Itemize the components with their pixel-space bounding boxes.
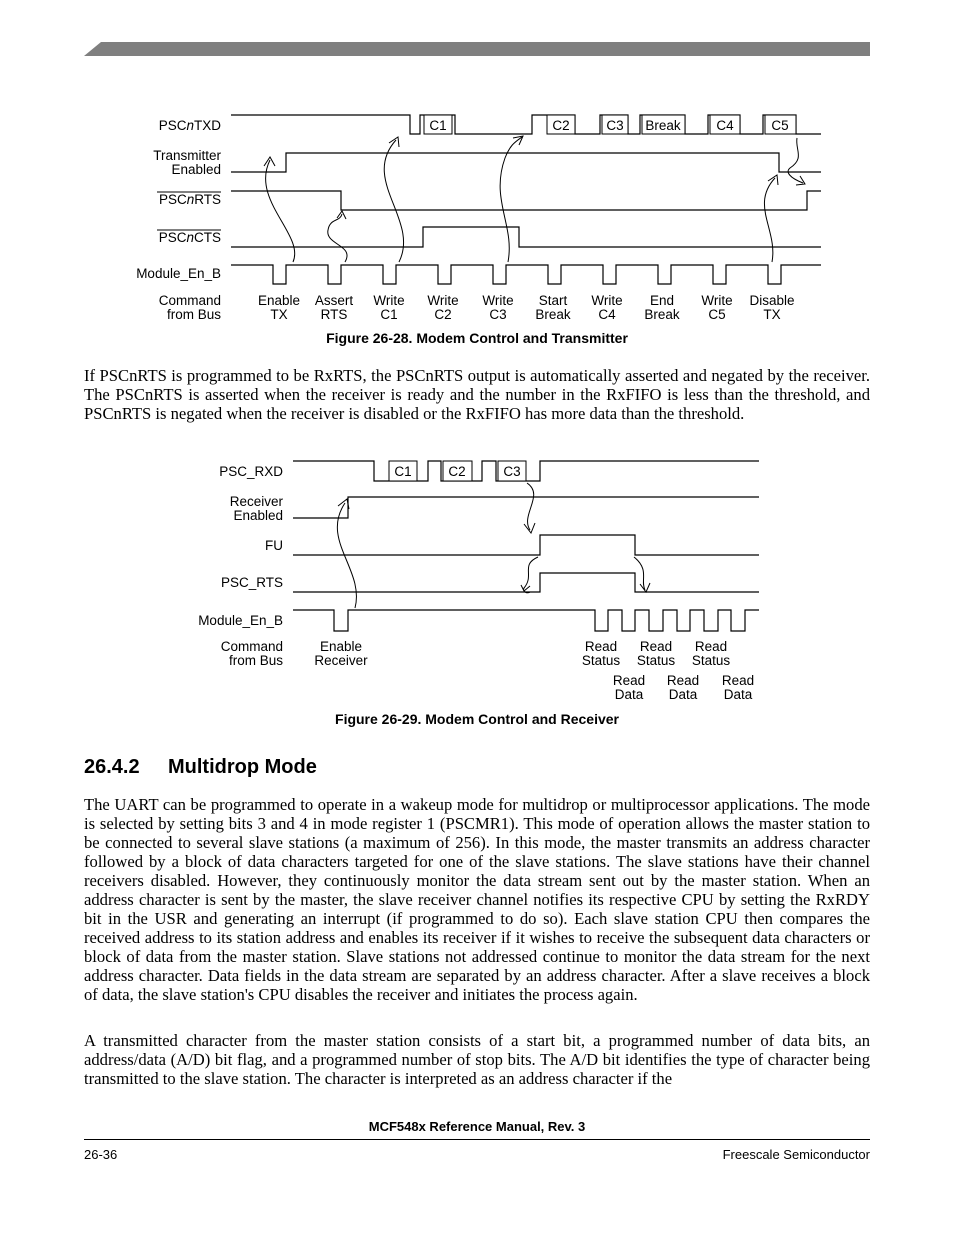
figure1-caption: Figure 26-28. Modem Control and Transmitter <box>326 330 628 346</box>
label-module-en-rx: Module_En_B <box>198 613 283 628</box>
wave-fu <box>293 535 759 555</box>
section-title: Multidrop Mode <box>168 756 317 778</box>
cmd-end-break: End Break <box>644 293 680 322</box>
txd-char-c4: C4 <box>716 118 734 133</box>
timing-diagram-transmitter <box>0 105 954 330</box>
rxd-char-c2: C2 <box>448 464 466 479</box>
paragraph-rxrts: If PSCnRTS is programmed to be RxRTS, the PSCnRTS output is automatically asserted and negated by the receiver. The PSCnRTS is asserted when the receiver is ready and the number in the RxFIFO is less than the threshold, and PSCnRTS is negated when the receiver is disabled or the RxFIFO has more data than the threshold. <box>84 366 870 423</box>
label-psctxd: PSCnTXD <box>158 118 221 133</box>
txd-char-c3: C3 <box>606 118 624 133</box>
label-command-from-bus: Command from Bus <box>158 293 221 322</box>
txd-char-c2: C2 <box>552 118 570 133</box>
wave-rx-enabled <box>293 497 759 518</box>
cmd-write-c3: Write C3 <box>482 293 514 322</box>
txd-char-c1: C1 <box>429 118 447 133</box>
cmd-write-c1: Write C1 <box>373 293 405 322</box>
wave-module-en-rx <box>293 610 759 631</box>
figure-modem-control-transmitter <box>0 105 954 330</box>
label-psc-rxd: PSC_RXD <box>219 464 283 479</box>
cmd-assert-rts: Assert RTS <box>314 293 354 322</box>
cmd-write-c5: Write C5 <box>701 293 733 322</box>
label-fu: FU <box>265 538 283 553</box>
label-psc-rts: PSC_RTS <box>220 575 283 590</box>
cmd-read-data-3: Read Data <box>721 673 755 702</box>
section-number: 26.4.2 <box>84 756 140 778</box>
header-bar <box>0 0 954 60</box>
causal-arrows-receiver <box>337 483 650 608</box>
wave-tx-enabled <box>231 153 821 172</box>
cmd-read-data-2: Read Data <box>666 673 700 702</box>
cmd-read-status-2: Read Status <box>636 639 676 668</box>
label-transmitter-enabled: Transmitter Enabled <box>153 148 221 177</box>
label-pscrts: PSCnRTS <box>158 192 221 207</box>
cmd-start-break: Start Break <box>535 293 571 322</box>
figure-modem-control-receiver <box>0 452 954 707</box>
label-receiver-enabled: Receiver Enabled <box>229 494 283 523</box>
label-module-en: Module_En_B <box>136 266 221 281</box>
figure2-caption: Figure 26-29. Modem Control and Receiver <box>335 711 619 727</box>
causal-arrows-transmitter <box>264 136 805 262</box>
rxd-char-c3: C3 <box>503 464 521 479</box>
label-psccts: PSCnCTS <box>158 230 221 245</box>
txd-char-break: Break <box>645 118 681 133</box>
cmd-read-data-1: Read Data <box>612 673 646 702</box>
cmd-read-status-1: Read Status <box>581 639 621 668</box>
timing-diagram-receiver <box>0 452 954 707</box>
rxd-char-c1: C1 <box>394 464 412 479</box>
footer-company: Freescale Semiconductor <box>722 1147 870 1162</box>
footer-manual-title: MCF548x Reference Manual, Rev. 3 <box>368 1119 586 1134</box>
label-command-from-bus-rx: Command from Bus <box>220 639 283 668</box>
txd-char-c5: C5 <box>771 118 789 133</box>
cmd-write-c2: Write C2 <box>427 293 459 322</box>
footer-page-number: 26-36 <box>84 1147 118 1162</box>
paragraph-multidrop-description: The UART can be programmed to operate in a wakeup mode for multidrop or multiprocessor applications. The mode is selected by setting bits 3 and 4 in mode register 1 (PSCMR1). This mode of operation allows the master station to be connected to several slave stations (a maximum of 256). In this mode, the master transmits an address character followed by a block of data characters targeted for one of the slave stations. The slave stations have their channel receivers disabled. However, they continuously monitor the data stream sent out by the master station. When an address character is sent by the master, the slave receiver channel notifies its respective CPU by setting the RxRDY bit in the USR and generating an interrupt (if programmed to do so). Each slave station CPU then compares the received address to its station address and enables its receiver if it wishes to receive the subsequent data characters or block of data from the master station. Slave stations not addressed continue to monitor the data stream for the next address character. Data fields in the data stream are separated by an address character. After a slave receives a block of data, the slave station's CPU disables the receiver and initiates the process again. <box>84 795 870 1004</box>
cmd-write-c4: Write C4 <box>591 293 623 322</box>
footer-divider <box>84 1139 870 1140</box>
wave-rts <box>231 191 821 210</box>
wave-cts <box>231 227 821 247</box>
cmd-read-status-3: Read Status <box>691 639 731 668</box>
cmd-enable-receiver: Enable Receiver <box>314 639 368 668</box>
cmd-enable-tx: Enable TX <box>257 293 301 322</box>
cmd-disable-tx: Disable TX <box>749 293 795 322</box>
section-heading <box>84 756 317 779</box>
paragraph-transmitted-character: A transmitted character from the master station consists of a start bit, a programmed number of data bits, an address/data (A/D) bit flag, and a programmed number of stop bits. The A/D bit identifies the type of character being transmitted to the slave station. The character is interpreted as an address character if the <box>84 1031 870 1088</box>
wave-module-en <box>231 265 821 284</box>
